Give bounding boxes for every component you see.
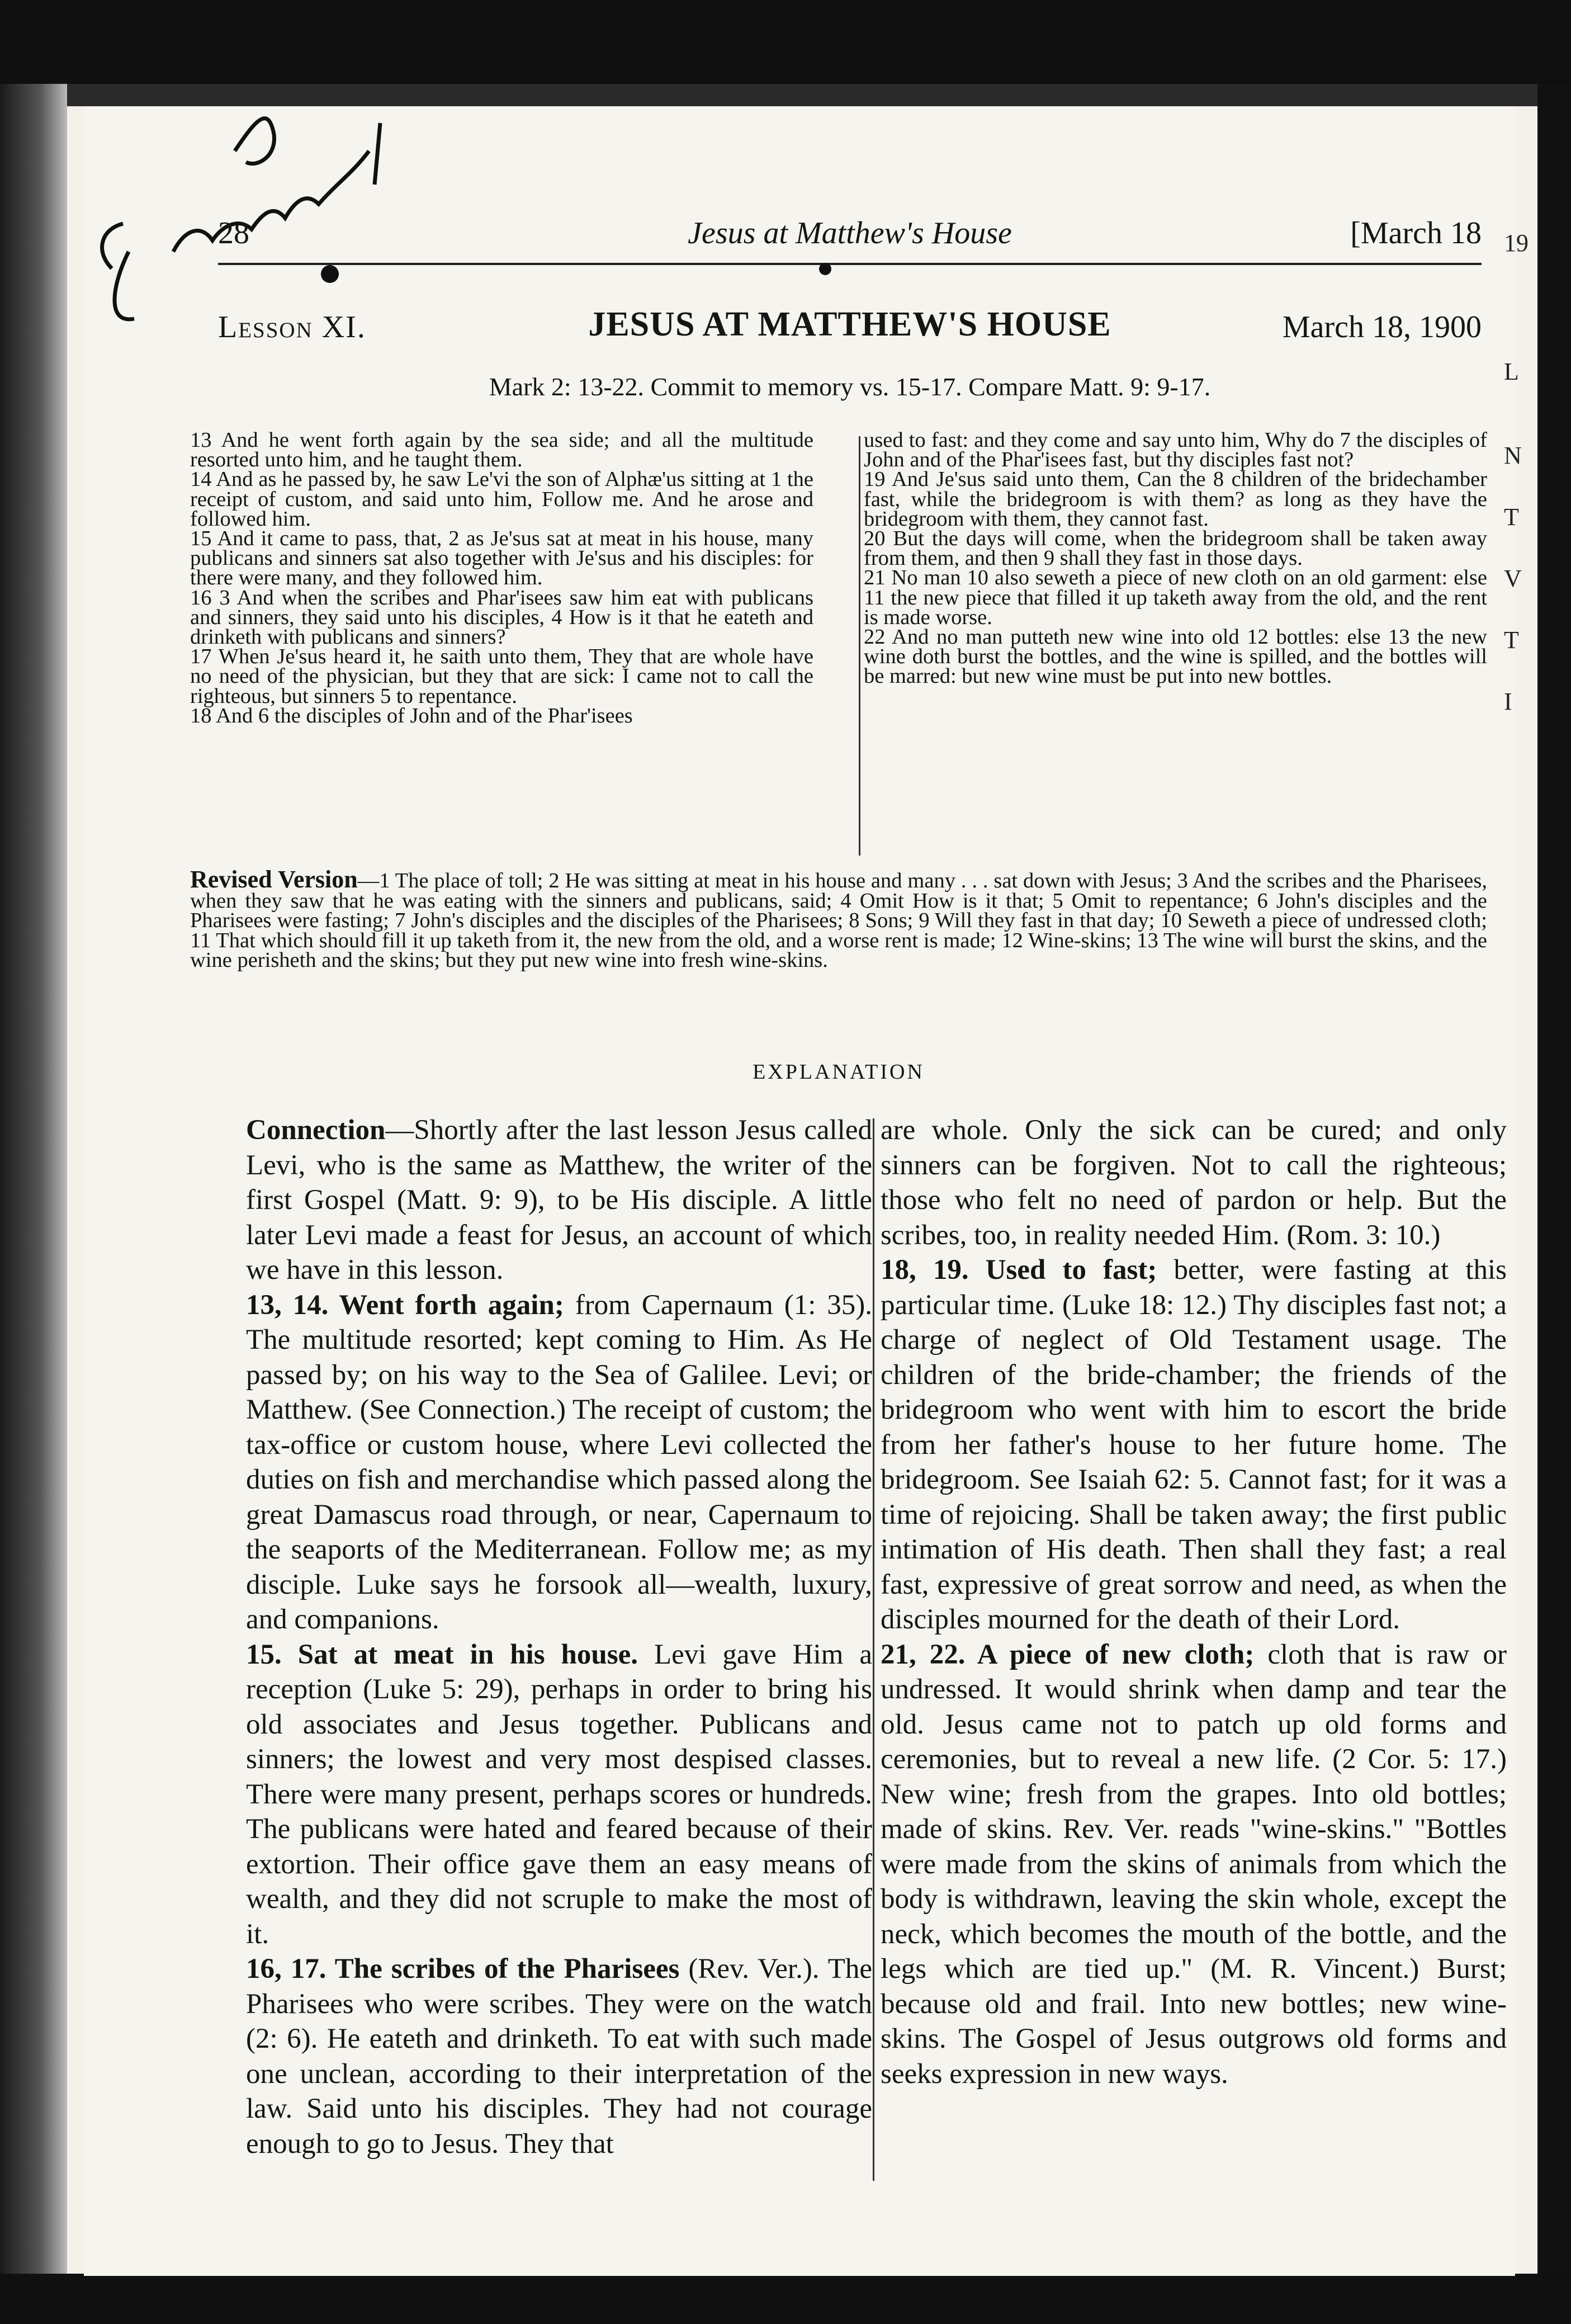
paragraph-lead: 21, 22. A piece of new cloth; (881, 1638, 1255, 1670)
paragraph-text: are whole. Only the sick can be cured; and only sinners can be forgiven. Not to call the righteous; those who felt no need of pardon or help. But the scribes, too, in reality needed Him. (Rom. 3: 10.) (881, 1114, 1507, 1251)
paragraph-text: cloth that is raw or undressed. It would shrink when damp and tear the old. Jesus came not to patch up old forms and ceremonies, but to reveal a new life. (2 Cor. 5: 17.) New wine; fresh from the grapes. Into old bottles; made of skins. Rev. Ver. reads "wine-skins." "Bottles were made from the skins of animals from which the body is withdrawn, leaving the skin whole, except the neck, which becomes the mouth of the bottle, and the legs which are tied up." (M. R. Vincent.) Burst; because old and frail. Into new bottles; new wine-skins. The Gospel of Jesus outgrows old forms and seeks expression in new ways. (881, 1638, 1507, 2090)
revised-version-label: Revised Version (190, 866, 358, 893)
scan-border-top (0, 0, 1571, 84)
revised-version-notes (190, 866, 1487, 972)
verse: 17 When Je'sus heard it, he saith unto them, They that are whole have no need of the physician, but they that are sick: I came not to call the righteous, but sinners 5 to repentance. (190, 645, 813, 708)
margin-letter: L (1504, 358, 1519, 385)
margin-letter: N (1504, 442, 1522, 469)
verse: 19 And Je'sus said unto them, Can the 8 children of the bridechamber fast, while the bridegroom is with them? as long as they have the bridegroom with them, they cannot fast. (864, 467, 1487, 531)
handwritten-annotation (89, 84, 403, 330)
margin-letter: T (1504, 626, 1519, 654)
scripture-column-right (864, 428, 1487, 688)
scripture-reference: Mark 2: 13-22. Commit to memory vs. 15-17. Compare Matt. 9: 9-17. (489, 372, 1211, 401)
explanation-column-right (881, 1113, 1507, 2091)
lesson-number: Lesson XI. (218, 310, 366, 344)
scripture-column-left (190, 428, 813, 728)
margin-letter: T (1504, 503, 1519, 531)
paragraph-text: Levi gave Him a reception (Luke 5: 29), perhaps in order to bring his old associates and Jesus together. Publicans and sinners; the lowest and very most despised classes. There were many present, perhaps scores or hundreds. The publicans were hated and feared because of their extortion. Their office gave them an easy means of wealth, and they did not scruple to make the most of it. (246, 1638, 872, 1950)
margin-letter: I (1504, 688, 1512, 715)
verse: 22 And no man putteth new wine into old 12 bottles: else 13 the new wine doth burst the bottles, and the wine is spilled, and the bottles will be marred: but new wine must be put into new bottles. (864, 625, 1487, 688)
paragraph-lead: Connection (246, 1114, 386, 1146)
verse: 15 And it came to pass, that, 2 as Je'sus sat at meat in his house, many publicans and sinners sat also together with Je'sus and his disciples: for there were many, and they followed him. (190, 527, 813, 590)
verse: 13 And he went forth again by the sea side; and all the multitude resorted unto him, and he taught them. (190, 428, 813, 472)
column-divider (873, 1118, 874, 2181)
verse: 21 No man 10 also seweth a piece of new cloth on an old garment: else 11 the new piece that filled it up taketh away from the old, and the rent is made worse. (864, 566, 1487, 629)
paragraph-text: —Shortly after the last lesson Jesus called Levi, who is the same as Matthew, the writer of the first Gospel (Matt. 9: 9), to be His disciple. A little later Levi made a feast for Jesus, an account of which we have in this lesson. (246, 1114, 872, 1286)
scan-border-right (1537, 84, 1571, 2276)
paragraph-text: from Capernaum (1: 35). The multitude resorted; kept coming to Him. As He passed by; on his way to the Sea of Galilee. Levi; or Matthew. (See Connection.) The receipt of custom; the tax-office or custom house, where Levi collected the duties on fish and merchandise which passed along the great Damascus road through, or near, Capernaum to the seaports of the Mediterranean. Follow me; as my disciple. Luke says he forsook all—wealth, luxury, and companions. (246, 1289, 872, 1635)
verse: 14 And as he passed by, he saw Le'vi the son of Alphæ'us sitting at 1 the receipt of custom, and said unto him, Follow me. And he arose and followed him. (190, 467, 813, 531)
scan-border-bottom (0, 2274, 1571, 2324)
next-page-margin (1504, 212, 1537, 733)
paragraph-lead: 15. Sat at meat in his house. (246, 1638, 638, 1670)
running-date: [March 18 (1350, 216, 1482, 251)
explanation-column-left (246, 1113, 872, 2161)
lesson-title: JESUS AT MATTHEW'S HOUSE (588, 305, 1111, 343)
column-divider (859, 436, 860, 856)
explanation-heading: EXPLANATION (753, 1060, 925, 1084)
paragraph-lead: 18, 19. Used to fast; (881, 1254, 1157, 1286)
paragraph-lead: 16, 17. The scribes of the Pharisees (246, 1953, 680, 1985)
margin-letter: 19 (1504, 229, 1529, 257)
running-title: Jesus at Matthew's House (688, 216, 1012, 251)
margin-letter: V (1504, 565, 1522, 592)
page-number: 28 (218, 216, 249, 251)
revised-version-text: —1 The place of toll; 2 He was sitting at meat in his house and many . . . sat down with Jesus; 3 And the scribes and the Pharisees, when they saw that he was eating with the sinners and publicans, said; 4 Omit How is it that; 5 Omit to repentance; 6 John's disciples and the Pharisees were fasting; 7 John's disciples and the disciples of the Pharisees; 8 Sons; 9 Will they fast in that day; 10 Seweth a piece of undressed cloth; 11 That which should fill it up taketh from it, the new from the old, and a worse rent is made; 12 Wine-skins; 13 The wine will burst the skins, and the wine perisheth and the skins; but they put new wine into fresh wine-skins. (190, 869, 1487, 972)
paragraph-text: (Rev. Ver.). The Pharisees who were scribes. They were on the watch (2: 6). He eateth and drinketh. To eat with such made one unclean, according to their interpretation of the law. Said unto his disciples. They had not courage enough to go to Jesus. They that (246, 1953, 872, 2160)
running-head (218, 215, 1482, 254)
verse: used to fast: and they come and say unto him, Why do 7 the disciples of John and of the Phar'isees fast, but thy disciples fast not? (864, 428, 1487, 472)
lesson-date: March 18, 1900 (1282, 310, 1482, 344)
paragraph-text: better, were fasting at this particular time. (Luke 18: 12.) Thy disciples fast not; a charge of neglect of Old Testament usage. The children of the bride-chamber; the friends of the bridegroom who went with him to escort the bride from her father's house to her future home. The bridegroom. See Isaiah 62: 5. Cannot fast; for it was a time of rejoicing. Shall be taken away; the first public intimation of His death. Then shall they fast; a real fast, expressive of great sorrow and need, as when the disciples mourned for the death of their Lord. (881, 1254, 1507, 1635)
lesson-heading (218, 305, 1482, 349)
header-rule (218, 263, 1482, 265)
scan-border-left (0, 84, 67, 2276)
verse: 20 But the days will come, when the bridegroom shall be taken away from them, and then 9 shall they fast in those days. (864, 527, 1487, 570)
verse: 16 3 And when the scribes and Phar'isees saw him eat with publicans and sinners, they said unto his disciples, 4 How is it that he eateth and drinketh with publicans and sinners? (190, 585, 813, 649)
paragraph-lead: 13, 14. Went forth again; (246, 1289, 564, 1321)
ornament-dot (819, 263, 831, 275)
verse: 18 And 6 the disciples of John and of the Phar'isees (190, 703, 633, 728)
